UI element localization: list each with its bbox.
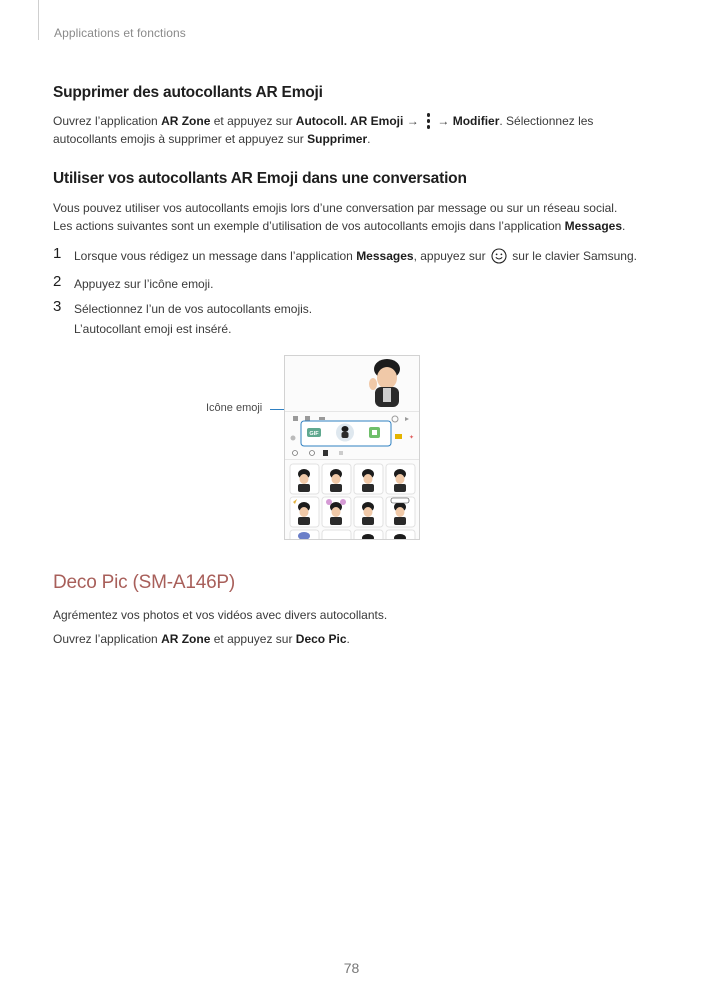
keyboard-screenshot: [285, 356, 419, 539]
ref-ar-zone: AR Zone: [161, 114, 211, 128]
paragraph-deco-line2: Ouvrez l’application AR Zone et appuyez sur Deco Pic.: [53, 632, 350, 646]
ref-ar-zone: AR Zone: [161, 632, 211, 646]
ref-deco-pic: Deco Pic: [295, 632, 347, 646]
smiley-icon: [491, 248, 507, 264]
ref-supprimer: Supprimer: [307, 132, 368, 146]
paragraph-intro-line2: Les actions suivantes sont un exemple d’utilisation de vos autocollants emojis dans l’application Messages.: [53, 219, 626, 233]
ref-messages: Messages: [564, 219, 623, 233]
page-number: 78: [343, 960, 360, 976]
paragraph-intro-line1: Vous pouvez utiliser vos autocollants emojis lors d’une conversation par message ou sur un réseau social.: [53, 201, 618, 215]
ref-ar-emoji-stickers: Autocoll. AR Emoji: [295, 114, 404, 128]
step-number: 3: [53, 298, 62, 315]
svg-text:✦: ✦: [409, 435, 415, 441]
step-number: 1: [53, 245, 62, 262]
gif-label: GIF: [309, 431, 319, 437]
paragraph-delete-line2: autocollants emojis à supprimer et appuyez sur Supprimer.: [53, 132, 371, 146]
section-title-delete-stickers: Supprimer des autocollants AR Emoji: [53, 84, 323, 101]
step-result: L’autocollant emoji est inséré.: [74, 322, 232, 336]
ref-messages: Messages: [356, 249, 414, 263]
page-header: Applications et fonctions: [54, 26, 186, 40]
section-title-use-stickers: Utiliser vos autocollants AR Emoji dans une conversation: [53, 170, 467, 187]
paragraph-deco-line1: Agrémentez vos photos et vos vidéos avec divers autocollants.: [53, 608, 388, 622]
ref-modifier: Modifier: [452, 114, 500, 128]
paragraph-delete-line1: Ouvrez l’application AR Zone et appuyez sur Autocoll. AR Emoji → → Modifier. Sélectionnez les: [53, 114, 594, 128]
callout-label: Icône emoji: [206, 402, 263, 414]
screenshot-figure: [284, 355, 420, 540]
step-text: Appuyez sur l’icône emoji.: [74, 277, 214, 291]
step-text: Sélectionnez l’un de vos autocollants emojis.: [74, 302, 313, 316]
more-options-icon: [425, 113, 431, 129]
header-rule: [38, 0, 39, 40]
step-text: Lorsque vous rédigez un message dans l’application Messages, appuyez sur sur le clavier Samsung.: [74, 249, 637, 263]
step-number: 2: [53, 273, 62, 290]
section-title-deco-pic: Deco Pic (SM-A146P): [53, 572, 236, 593]
